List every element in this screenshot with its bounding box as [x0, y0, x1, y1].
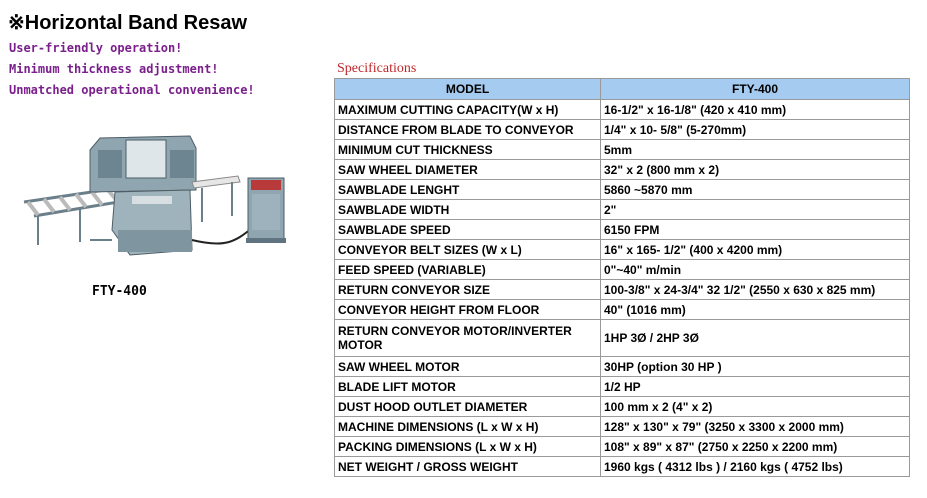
spec-table — [334, 78, 910, 477]
spec-value: 30HP (option 30 HP ) — [601, 357, 910, 377]
feature-item: Minimum thickness adjustment! — [9, 62, 219, 76]
spec-key: SAW WHEEL MOTOR — [335, 357, 601, 377]
table-row — [335, 220, 910, 240]
table-row — [335, 397, 910, 417]
spec-value: 16-1/2" x 16-1/8" (420 x 410 mm) — [601, 100, 910, 120]
spec-value: 100 mm x 2 (4" x 2) — [601, 397, 910, 417]
spec-key: BLADE LIFT MOTOR — [335, 377, 601, 397]
spec-value: 2" — [601, 200, 910, 220]
control-cabinet — [246, 178, 286, 243]
feature-item: User-friendly operation! — [9, 41, 183, 55]
machine-image — [20, 130, 310, 280]
spec-key: MAXIMUM CUTTING CAPACITY(W x H) — [335, 100, 601, 120]
table-row — [335, 100, 910, 120]
header-model: MODEL — [335, 79, 601, 100]
spec-key: DUST HOOD OUTLET DIAMETER — [335, 397, 601, 417]
spec-title: Specifications — [337, 61, 417, 76]
spec-value: 32" x 2 (800 mm x 2) — [601, 160, 910, 180]
spec-key: DISTANCE FROM BLADE TO CONVEYOR — [335, 120, 601, 140]
table-row — [335, 280, 910, 300]
table-row — [335, 417, 910, 437]
table-row — [335, 320, 910, 357]
spec-key: SAWBLADE SPEED — [335, 220, 601, 240]
spec-key: PACKING DIMENSIONS (L x W x H) — [335, 437, 601, 457]
table-row — [335, 260, 910, 280]
spec-value: 16" x 165- 1/2" (400 x 4200 mm) — [601, 240, 910, 260]
spec-key: RETURN CONVEYOR SIZE — [335, 280, 601, 300]
table-header-row — [335, 79, 910, 100]
spec-value: 100-3/8" x 24-3/4" 32 1/2" (2550 x 630 x 825 mm) — [601, 280, 910, 300]
spec-value: 1/4" x 10- 5/8" (5-270mm) — [601, 120, 910, 140]
page-title: ※Horizontal Band Resaw — [8, 12, 248, 34]
table-row — [335, 240, 910, 260]
spec-value: 5mm — [601, 140, 910, 160]
spec-key: NET WEIGHT / GROSS WEIGHT — [335, 457, 601, 477]
feature-item: Unmatched operational convenience! — [9, 83, 255, 97]
table-row — [335, 140, 910, 160]
spec-value: 1960 kgs ( 4312 lbs ) / 2160 kgs ( 4752 lbs) — [601, 457, 910, 477]
table-row — [335, 437, 910, 457]
spec-value: 40" (1016 mm) — [601, 300, 910, 320]
spec-value: 128" x 130" x 79" (3250 x 3300 x 2000 mm) — [601, 417, 910, 437]
spec-value: 1/2 HP — [601, 377, 910, 397]
spec-key: MACHINE DIMENSIONS (L x W x H) — [335, 417, 601, 437]
table-row — [335, 200, 910, 220]
table-row — [335, 457, 910, 477]
spec-value: 5860 ~5870 mm — [601, 180, 910, 200]
spec-key: RETURN CONVEYOR MOTOR/INVERTER MOTOR — [335, 320, 601, 357]
spec-key: SAWBLADE WIDTH — [335, 200, 601, 220]
spec-value: 1HP 3Ø / 2HP 3Ø — [601, 320, 910, 357]
table-row — [335, 160, 910, 180]
spec-key: SAW WHEEL DIAMETER — [335, 160, 601, 180]
table-row — [335, 357, 910, 377]
spec-value: 0"~40" m/min — [601, 260, 910, 280]
saw-body — [90, 136, 196, 255]
spec-key: CONVEYOR HEIGHT FROM FLOOR — [335, 300, 601, 320]
spec-key: FEED SPEED (VARIABLE) — [335, 260, 601, 280]
machine-caption: FTY-400 — [92, 284, 147, 299]
spec-key: CONVEYOR BELT SIZES (W x L) — [335, 240, 601, 260]
feature-list — [9, 38, 255, 101]
header-fty-400: FTY-400 — [601, 79, 910, 100]
table-row — [335, 300, 910, 320]
spec-value: 108" x 89" x 87" (2750 x 2250 x 2200 mm) — [601, 437, 910, 457]
table-row — [335, 180, 910, 200]
outfeed-conveyor — [192, 176, 240, 222]
table-row — [335, 377, 910, 397]
spec-key: SAWBLADE LENGHT — [335, 180, 601, 200]
spec-value: 6150 FPM — [601, 220, 910, 240]
table-row — [335, 120, 910, 140]
spec-key: MINIMUM CUT THICKNESS — [335, 140, 601, 160]
